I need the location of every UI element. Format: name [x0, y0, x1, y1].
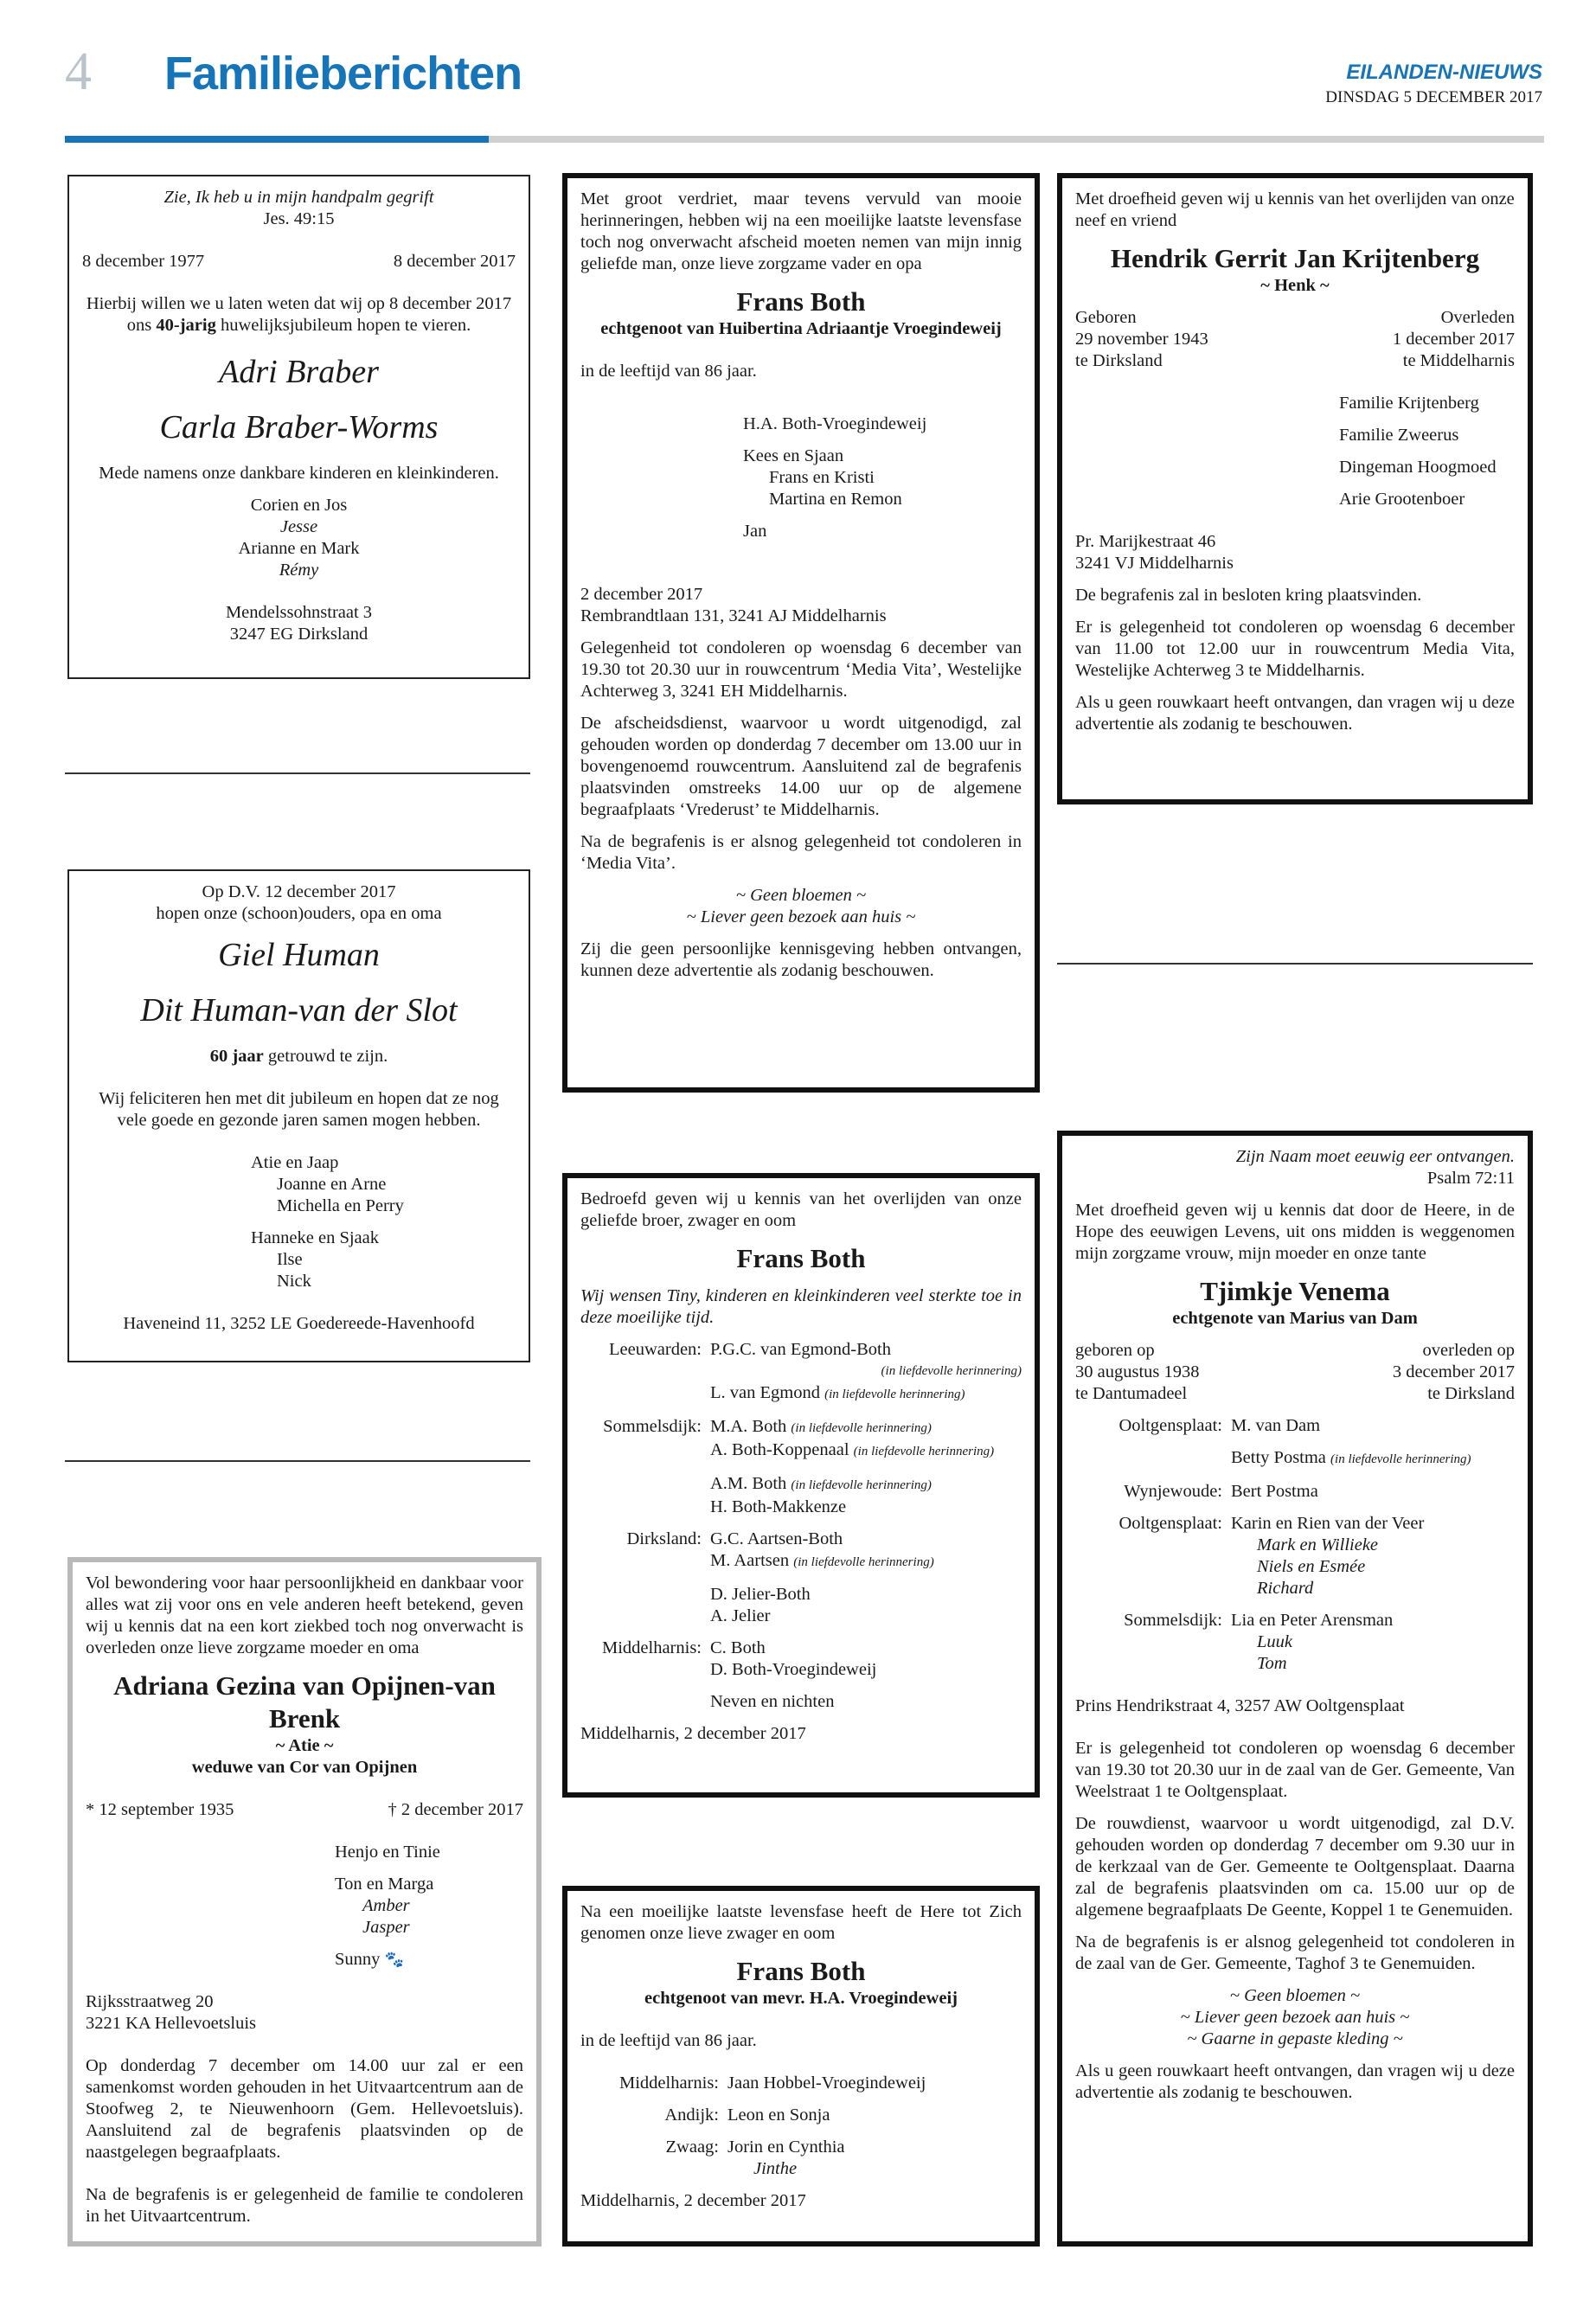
family-member: Arie Grootenboer [1339, 490, 1465, 509]
intro-text: Met groot verdriet, maar tevens vervuld van mooie herinneringen, hebben wij na een moeilijke laatste levensfase toch nog onverwacht afscheid moeten nemen van mijn innig geliefde man, onze lieve zorgzame vader en opa [580, 189, 1022, 273]
spouse-of: echtgenote van Marius van Dam [1172, 1309, 1418, 1328]
nickname: ~ Atie ~ [275, 1736, 334, 1755]
family-member: Leon en Sonja [727, 2106, 830, 2125]
intro-text: Met droefheid geven wij u kennis van het overlijden van onze neef en vriend [1075, 189, 1515, 230]
death-date: 3 december 2017 [1392, 1362, 1515, 1381]
family-member: Frans en Kristi [769, 468, 875, 487]
event-intro: hopen onze (schoon)ouders, opa en oma [156, 904, 442, 923]
ad-frans-both-siblings [562, 1173, 1040, 1798]
deceased-name: Frans Both [736, 1243, 866, 1273]
address-city: 3247 EG Dirksland [229, 625, 369, 644]
family-member: Lia en Peter Arensman [1231, 1611, 1394, 1630]
wish-no-flowers: ~ Geen bloemen ~ [1229, 1986, 1361, 2005]
place-label: Leeuwarden: [609, 1340, 702, 1359]
wedding-date: 8 december 1977 [82, 252, 205, 271]
death-date: † 2 december 2017 [388, 1800, 523, 1819]
family-member: D. Both-Vroegindeweij [710, 1660, 877, 1679]
family-member: Jaan Hobbel-Vroegindeweij [727, 2073, 926, 2093]
death-date: 1 december 2017 [1392, 330, 1515, 349]
nickname: ~ Henk ~ [1260, 276, 1330, 295]
anniversary-text: 60 jaar getrouwd te zijn. [209, 1047, 388, 1066]
family-member: Luuk [1257, 1632, 1292, 1651]
family-member: Mark en Willieke [1257, 1535, 1379, 1554]
notice-text: Als u geen rouwkaart heeft ontvangen, dan vragen wij u deze advertentie als zodanig te beschouwen. [1075, 2061, 1515, 2102]
family-member: Familie Krijtenberg [1339, 394, 1479, 413]
address-street: Pr. Marijkestraat 46 [1075, 532, 1216, 551]
ad-braber-anniversary [67, 175, 530, 679]
birth-place: te Dantumadeel [1075, 1384, 1188, 1403]
death-date: 2 december 2017 [580, 585, 703, 604]
family-member: P.G.C. van Egmond-Both [710, 1340, 891, 1359]
place-label: Sommelsdijk: [1124, 1611, 1222, 1630]
after-burial-text: Na de begrafenis is er alsnog gelegenheid tot condoleren in ‘Media Vita’. [580, 832, 1022, 873]
place-label: Middelharnis: [619, 2073, 719, 2093]
family-member: G.C. Aartsen-Both [710, 1529, 843, 1548]
spouse-of: echtgenoot van mevr. H.A. Vroegindeweij [644, 1989, 958, 2008]
family-member: Tom [1257, 1654, 1287, 1673]
family-member: Jorin en Cynthia [727, 2138, 845, 2157]
place-label: Dirksland: [626, 1529, 702, 1548]
family-member: Ton en Marga [335, 1875, 434, 1894]
place-label: Ooltgensplaat: [1118, 1514, 1222, 1533]
family-member: H. Both-Makkenze [710, 1497, 847, 1516]
family-member: Jinthe [753, 2159, 798, 2178]
place-label: Andijk: [664, 2106, 719, 2125]
service-text: De afscheidsdienst, waarvoor u wordt uitgenodigd, zal gehouden worden op donderdag 7 december om 13.00 uur in bovengenoemd rouwcentrum. Aansluitend zal de begrafenis plaatsvinden omstreeks 14.00 uur op de algemene begraafplaats ‘Vrederust’ te Middelharnis. [580, 714, 1022, 819]
ad-krijtenberg-obituary [1057, 173, 1533, 804]
spouse-of: echtgenoot van Huibertina Adriaantje Vroegindeweij [600, 319, 1002, 338]
notice-text: Als u geen rouwkaart heeft ontvangen, dan vragen wij u deze advertentie als zodanig te beschouwen. [1075, 693, 1515, 734]
ad-frans-both-inlaws [562, 1886, 1040, 2247]
burial-text: De begrafenis zal in besloten kring plaatsvinden. [1075, 586, 1422, 605]
family-member: Bert Postma [1231, 1482, 1318, 1501]
wish-no-visit: ~ Liever geen bezoek aan huis ~ [686, 907, 916, 926]
wish-no-visit: ~ Liever geen bezoek aan huis ~ [1180, 2008, 1410, 2027]
born-label: Geboren [1075, 308, 1137, 327]
couple-name-1: Adri Braber [219, 354, 379, 390]
wish-dress-code: ~ Gaarne in gepaste kleding ~ [1187, 2029, 1403, 2048]
family-member: Amber [362, 1896, 410, 1915]
address: Rembrandtlaan 131, 3241 AJ Middelharnis [580, 606, 887, 625]
birth-place: te Dirksland [1075, 351, 1163, 370]
address-street: Rijksstraatweg 20 [86, 1992, 214, 2011]
family-member: Arianne en Mark [238, 539, 360, 558]
paw-icon: 🐾 [384, 1951, 404, 1968]
family-member: Jesse [279, 517, 318, 536]
death-place: te Dirksland [1427, 1384, 1515, 1403]
service-text: De rouwdienst, waarvoor u wordt uitgenodigd, zal D.V. gehouden worden op donderdag 7 december om 9.30 uur in de kerkzaal van de Ger. Gemeente te Ooltgensplaat. Daarna zal de begrafenis plaatsvinden om ca. 15.00 uur op de algemene begraafplaats De Geente, Koppel 1 te Genemuiden. [1075, 1814, 1515, 1920]
section-title: Familieberichten [164, 48, 522, 99]
family-member: A. Jelier [710, 1606, 771, 1625]
intro-text: Bedroefd geven wij u kennis van het overlijden van onze geliefde broer, zwager en oom [580, 1189, 1022, 1230]
family-member: Atie en Jaap [251, 1153, 339, 1172]
family-member: D. Jelier-Both [710, 1585, 811, 1604]
family-member: Dingeman Hoogmoed [1339, 458, 1497, 477]
condolence-text: Na de begrafenis is er gelegenheid de familie te condoleren in het Uitvaartcentrum. [86, 2185, 523, 2226]
place-date: Middelharnis, 2 december 2017 [580, 1724, 806, 1743]
family-member: Kees en Sjaan [743, 446, 844, 465]
address-street: Mendelssohnstraat 3 [225, 603, 373, 622]
death-place: te Middelharnis [1402, 351, 1515, 370]
wishes-text: Wij feliciteren hen met dit jubileum en hopen dat ze nog vele goede en gezonde jaren samen mogen hebben. [99, 1089, 499, 1130]
ad-frans-both-family [562, 173, 1040, 1093]
couple-name-1: Giel Human [218, 937, 380, 973]
service-text: Op donderdag 7 december om 14.00 uur zal er een samenkomst worden gehouden in het Uitvaartcentrum aan de Stoofweg 2, te Nieuwenhoorn (Gem. Hellevoetsluis). Aansluitend zal de begrafenis plaatsvinden op de naastgelegen begraafplaats. [86, 2056, 523, 2162]
on-behalf-text: Mede namens onze dankbare kinderen en kleinkinderen. [99, 464, 499, 483]
address-city: 3221 KA Hellevoetsluis [86, 2014, 257, 2033]
family-member: Jan [743, 522, 767, 541]
family-member: M. van Dam [1231, 1416, 1321, 1435]
place-label: Wynjewoude: [1124, 1482, 1222, 1501]
birth-date: 29 november 1943 [1075, 330, 1208, 349]
family-member: Nick [277, 1272, 311, 1291]
deceased-name: Adriana Gezina van Opijnen-van Brenk [113, 1670, 496, 1734]
family-member: Martina en Remon [769, 490, 902, 509]
bible-quote: Zijn Naam moet eeuwig eer ontvangen. [1235, 1147, 1515, 1166]
address-city: 3241 VJ Middelharnis [1075, 554, 1234, 573]
intro-text: Vol bewondering voor haar persoonlijkheid en dankbaar voor alles wat zij voor ons en vele anderen heeft betekend, geven wij u kennis dat na een kort ziekbed toch nog onverwacht is overleden onze lieve zorgzame moeder en oma [86, 1574, 523, 1657]
address: Haveneind 11, 3252 LE Goedereede-Havenhoofd [123, 1314, 475, 1333]
age-text: in de leeftijd van 86 jaar. [580, 2031, 757, 2050]
memoriam-note: (in liefdevolle herinnering) [881, 1364, 1022, 1378]
family-member: Richard [1257, 1579, 1314, 1598]
ad-human-anniversary [67, 869, 530, 1362]
widow-of: weduwe van Cor van Opijnen [191, 1758, 418, 1777]
died-label: Overleden [1440, 308, 1515, 327]
issue-date: DINSDAG 5 DECEMBER 2017 [1325, 88, 1542, 106]
announcement-text: Hierbij willen we u laten weten dat wij op 8 december 2017 ons 40-jarig huwelijksjubileum hopen te vieren. [86, 294, 512, 335]
family-member: Familie Zweerus [1339, 426, 1459, 445]
ad-venema-obituary [1057, 1131, 1533, 2247]
couple-name-2: Carla Braber-Worms [159, 409, 439, 445]
family-member: H.A. Both-Vroegindeweij [743, 414, 927, 433]
address: Prins Hendrikstraat 4, 3257 AW Ooltgensplaat [1075, 1696, 1405, 1715]
family-member: Michella en Perry [277, 1196, 404, 1215]
deceased-name: Hendrik Gerrit Jan Krijtenberg [1110, 243, 1480, 273]
place-label: Sommelsdijk: [603, 1417, 702, 1436]
intro-text: Met droefheid geven wij u kennis dat door de Heere, in de Hope des eeuwigen Levens, uit ons midden is weggenomen mijn zorgzame vrouw, mijn moeder en onze tante [1075, 1201, 1515, 1263]
family-member: L. van Egmond (in liefdevolle herinnering) [710, 1383, 965, 1402]
family-member: Rémy [279, 561, 319, 580]
family-member: Ilse [277, 1250, 303, 1269]
bible-reference: Jes. 49:15 [263, 209, 335, 228]
wish-no-flowers: ~ Geen bloemen ~ [735, 886, 867, 905]
after-burial-text: Na de begrafenis is er alsnog gelegenheid tot condoleren in de zaal van de Ger. Gemeente, Taghof 3 te Genemuiden. [1075, 1932, 1515, 1973]
notice-text: Zij die geen persoonlijke kennisgeving hebben ontvangen, kunnen deze advertentie als zodanig beschouwen. [580, 939, 1022, 980]
family-member: A. Both-Koppenaal (in liefdevolle herinnering) [710, 1440, 995, 1459]
deceased-name: Frans Both [736, 286, 866, 317]
place-label: Middelharnis: [601, 1638, 702, 1657]
place-label: Ooltgensplaat: [1118, 1416, 1222, 1435]
bible-quote: Zie, Ik heb u in mijn handpalm gegrift [163, 188, 434, 207]
birth-date: 30 augustus 1938 [1075, 1362, 1200, 1381]
family-member: Jasper [362, 1918, 410, 1937]
family-member: Neven en nichten [710, 1692, 835, 1711]
family-member: Karin en Rien van der Veer [1231, 1514, 1425, 1533]
place-date: Middelharnis, 2 december 2017 [580, 2191, 806, 2210]
column-divider [65, 772, 530, 774]
page-number: 4 [65, 42, 92, 101]
place-label: Zwaag: [665, 2138, 719, 2157]
family-member: Joanne en Arne [277, 1175, 387, 1194]
anniversary-date: 8 december 2017 [393, 252, 516, 271]
deceased-name: Tjimkje Venema [1200, 1276, 1390, 1306]
family-member: Sunny 🐾 [335, 1950, 404, 1969]
ad-van-opijnen-obituary [67, 1557, 542, 2247]
column-divider [65, 1460, 530, 1462]
birth-date: * 12 september 1935 [86, 1800, 234, 1819]
family-member: C. Both [710, 1638, 766, 1657]
condolence-text: Er is gelegenheid tot condoleren op woensdag 6 december van 11.00 tot 12.00 uur in rouwcentrum Media Vita, Westelijke Achterweg 3 te Middelharnis. [1075, 618, 1515, 680]
family-member: Niels en Esmée [1257, 1557, 1366, 1576]
age-text: in de leeftijd van 86 jaar. [580, 362, 757, 381]
family-member: Henjo en Tinie [335, 1843, 440, 1862]
header-rule-accent [65, 136, 489, 143]
condolence-text: Gelegenheid tot condoleren op woensdag 6 december van 19.30 tot 20.30 uur in rouwcentrum ‘Media Vita’, Westelijke Achterweg 3, 3241 EH Middelharnis. [580, 638, 1022, 701]
couple-name-2: Dit Human-van der Slot [140, 992, 458, 1029]
family-member: M.A. Both (in liefdevolle herinnering) [710, 1417, 932, 1436]
deceased-name: Frans Both [736, 1956, 866, 1986]
intro-text: Na een moeilijke laatste levensfase heeft de Here tot Zich genomen onze lieve zwager en oom [580, 1902, 1022, 1943]
died-label: overleden op [1422, 1341, 1515, 1360]
event-date: Op D.V. 12 december 2017 [202, 882, 396, 901]
family-member: Hanneke en Sjaak [251, 1228, 379, 1247]
column-divider [1057, 963, 1533, 965]
bible-reference: Psalm 72:11 [1426, 1169, 1515, 1188]
family-member: Corien en Jos [250, 496, 348, 515]
family-member: M. Aartsen (in liefdevolle herinnering) [710, 1551, 934, 1570]
born-label: geboren op [1075, 1341, 1155, 1360]
condolence-text: Er is gelegenheid tot condoleren op woensdag 6 december van 19.30 tot 20.30 uur in de zaal van de Ger. Gemeente, Van Weelstraat 1 te Ooltgensplaat. [1075, 1739, 1515, 1801]
wishes-text: Wij wensen Tiny, kinderen en kleinkinderen veel sterkte toe in deze moeilijke tijd. [580, 1286, 1022, 1327]
family-member: Betty Postma (in liefdevolle herinnering) [1231, 1448, 1471, 1467]
newspaper-logo: EILANDEN-NIEUWS [1346, 61, 1542, 84]
family-member: A.M. Both (in liefdevolle herinnering) [710, 1474, 932, 1493]
